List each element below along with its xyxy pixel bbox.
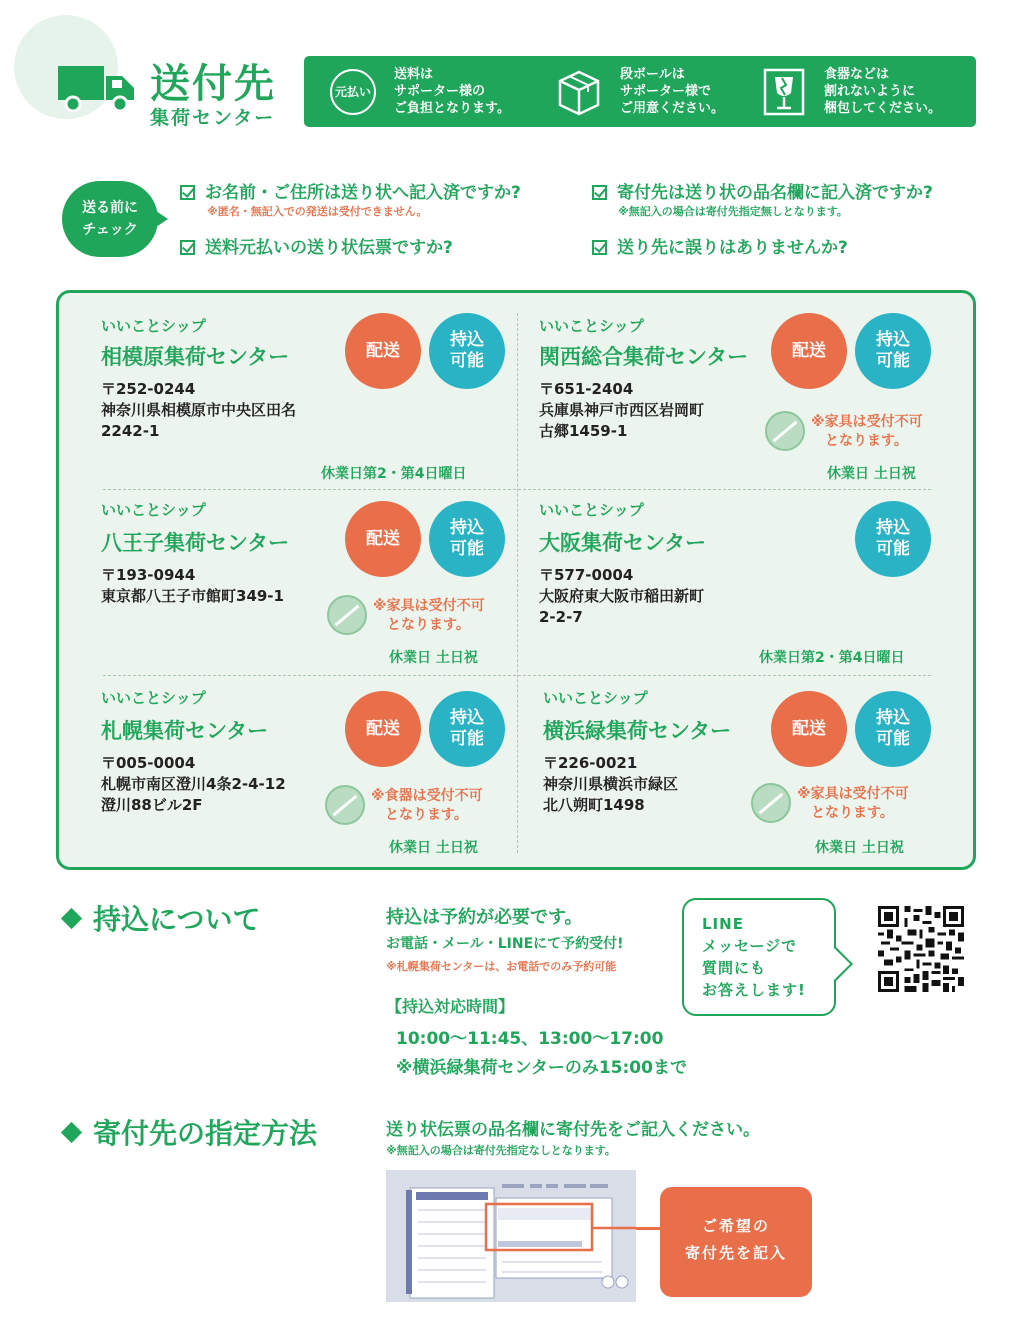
panel-divider — [517, 313, 518, 853]
center-tag: いいことシップ — [543, 689, 648, 707]
checkbox-icon — [592, 185, 607, 200]
center-holiday: 休業日 土日祝 — [827, 466, 916, 482]
bring-in-badge — [429, 691, 505, 767]
section-title-text: 持込について — [93, 903, 261, 936]
center-addr-line: 兵庫県神戸市西区岩岡町 — [539, 401, 705, 419]
center-holiday: 休業日 土日祝 — [389, 650, 478, 666]
bring-in-text: 持込 — [450, 708, 484, 728]
center-address — [101, 565, 284, 607]
check-item — [180, 233, 453, 258]
check-note: ※無記入の場合は寄付先指定無しとなります。 — [618, 205, 848, 218]
donation-note: ※無記入の場合は寄付先指定なしとなります。 — [386, 1144, 616, 1157]
checkbox-icon — [592, 240, 607, 255]
bring-in-text: 持込 — [876, 518, 910, 538]
band-text: ご負担となります。 — [394, 101, 510, 116]
band-text: 送料は — [394, 67, 434, 82]
center-addr-line: 古郷1459-1 — [539, 422, 628, 440]
bring-in-badge — [855, 313, 931, 389]
panel-divider — [103, 489, 931, 490]
qr-code-icon[interactable] — [878, 906, 964, 992]
center-name: 札幌集荷センター — [101, 719, 269, 743]
bring-in-badge — [429, 313, 505, 389]
no-furniture-icon — [765, 411, 805, 451]
donation-lead: 送り状伝票の品名欄に寄付先をご記入ください。 — [386, 1120, 760, 1140]
page-subtitle: 集荷センター — [150, 107, 276, 129]
check-badge-line: 送る前に — [82, 200, 138, 216]
check-text: お名前・ご住所は送り状へ記入済ですか? — [205, 183, 521, 203]
bring-in-text: 持込 — [876, 708, 910, 728]
check-item — [592, 178, 933, 203]
center-warning — [373, 597, 485, 635]
hours-note: ※横浜緑集荷センターのみ15:00まで — [396, 1058, 687, 1078]
line-bubble — [682, 898, 836, 1016]
no-furniture-icon — [751, 783, 791, 823]
center-warning — [797, 785, 909, 823]
bring-in-badge — [855, 501, 931, 577]
callout-connector — [636, 1227, 660, 1230]
callout-line: ご希望の — [701, 1217, 770, 1235]
center-name: 大阪集荷センター — [539, 531, 707, 555]
center-warning — [371, 787, 483, 825]
bring-in-text: 可能 — [450, 351, 484, 371]
center-zip: 〒252-0244 — [101, 380, 196, 398]
check-note: ※匿名・無記入での発送は受付できません。 — [207, 205, 428, 218]
center-name: 横浜緑集荷センター — [543, 719, 732, 743]
check-text: 送料元払いの送り状伝票ですか? — [205, 238, 453, 258]
bring-in-text: 可能 — [876, 729, 910, 749]
band-cardboard — [554, 56, 724, 127]
check-badge — [62, 181, 158, 257]
ship-badge: 配送 — [345, 501, 421, 577]
warning-line: となります。 — [825, 433, 908, 449]
page-title: 送付先 — [150, 61, 276, 107]
no-dishes-icon — [325, 785, 365, 825]
center-addr-line: 東京都八王子市館町349-1 — [101, 587, 284, 605]
center-address — [539, 565, 704, 628]
section-title-text: 寄付先の指定方法 — [93, 1117, 318, 1150]
center-tag: いいことシップ — [539, 501, 644, 519]
check-text: 寄付先は送り状の品名欄に記入済ですか? — [617, 183, 933, 203]
check-text: 送り先に誤りはありませんか? — [617, 238, 848, 258]
center-zip: 〒193-0944 — [101, 566, 196, 584]
donation-callout — [660, 1187, 812, 1297]
checkbox-icon — [180, 185, 195, 200]
fragile-icon — [762, 67, 806, 117]
prepaid-badge: 元払い — [330, 69, 376, 115]
center-tag: いいことシップ — [539, 317, 644, 335]
panel-divider — [103, 675, 931, 676]
ship-badge: 配送 — [345, 313, 421, 389]
center-holiday: 休業日第2・第4日曜日 — [759, 650, 905, 666]
band-fragile — [762, 56, 941, 127]
bring-in-badge — [429, 501, 505, 577]
bringin-lead: 持込は予約が必要です。 — [386, 907, 583, 928]
band-prepaid — [330, 56, 510, 127]
center-holiday: 休業日 土日祝 — [815, 840, 904, 856]
center-holiday: 休業日第2・第4日曜日 — [321, 466, 467, 482]
bring-in-text: 持込 — [450, 330, 484, 350]
band-text: 食器などは — [824, 67, 890, 82]
checkbox-icon — [180, 240, 195, 255]
warning-line: ※家具は受付不可 — [797, 786, 909, 802]
center-zip: 〒651-2404 — [539, 380, 634, 398]
diamond-icon — [61, 1122, 82, 1143]
diamond-icon — [61, 908, 82, 929]
bring-in-text: 可能 — [876, 539, 910, 559]
center-name: 八王子集荷センター — [101, 531, 290, 555]
center-addr-line: 神奈川県横浜市緑区 — [543, 775, 679, 793]
band-text: 段ボールは — [620, 67, 685, 82]
center-warning — [811, 413, 923, 451]
hours-label: 【持込対応時間】 — [386, 997, 515, 1016]
center-addr-line: 北八朔町1498 — [543, 796, 645, 814]
bring-in-text: 持込 — [876, 330, 910, 350]
band-text: ご用意ください。 — [620, 101, 725, 116]
truck-icon — [58, 66, 136, 112]
ship-badge: 配送 — [771, 691, 847, 767]
center-address — [543, 753, 678, 816]
center-addr-line: 2242-1 — [101, 422, 160, 440]
check-item — [180, 178, 521, 203]
bringin-sub: お電話・メール・LINEにて予約受付! — [386, 936, 624, 952]
band-text: 割れないように — [824, 84, 916, 99]
bringin-section-title — [64, 898, 260, 938]
bring-in-text: 可能 — [450, 539, 484, 559]
waybill-illustration — [386, 1170, 636, 1302]
bring-in-text: 持込 — [450, 518, 484, 538]
center-address — [101, 753, 286, 816]
line-bubble-text: お答えします! — [702, 981, 806, 999]
line-bubble-text: メッセージで — [702, 937, 798, 955]
center-addr-line: 神奈川県相模原市中央区田名 — [101, 401, 297, 419]
shipping-info-band — [304, 56, 976, 127]
center-addr-line: 札幌市南区澄川4条2-4-12 — [101, 775, 286, 793]
ship-badge: 配送 — [345, 691, 421, 767]
line-bubble-text: 質問にも — [702, 959, 767, 977]
donation-section-title — [64, 1112, 317, 1152]
band-text: 梱包してください。 — [824, 101, 942, 116]
center-addr-line: 澄川88ビル2F — [101, 796, 203, 814]
center-zip: 〒226-0021 — [543, 754, 638, 772]
center-zip: 〒005-0004 — [101, 754, 196, 772]
warning-line: となります。 — [811, 805, 894, 821]
center-tag: いいことシップ — [101, 501, 206, 519]
bring-in-badge — [855, 691, 931, 767]
no-furniture-icon — [327, 595, 367, 635]
callout-line: 寄付先を記入 — [684, 1244, 787, 1262]
center-name: 相模原集荷センター — [101, 345, 290, 369]
bring-in-text: 可能 — [876, 351, 910, 371]
hours-value: 10:00～11:45、13:00～17:00 — [396, 1029, 664, 1049]
warning-line: ※家具は受付不可 — [373, 598, 485, 614]
warning-line: ※食器は受付不可 — [371, 788, 483, 804]
center-address — [539, 379, 704, 442]
box-icon — [554, 67, 604, 117]
check-item — [592, 233, 848, 258]
ship-badge: 配送 — [771, 313, 847, 389]
center-name: 関西総合集荷センター — [539, 345, 749, 369]
center-tag: いいことシップ — [101, 689, 206, 707]
bringin-note: ※札幌集荷センターは、お電話でのみ予約可能 — [386, 960, 617, 973]
center-addr-line: 大阪府東大阪市稲田新町 — [539, 587, 705, 605]
centers-panel — [56, 290, 976, 870]
center-holiday: 休業日 土日祝 — [389, 840, 478, 856]
center-addr-line: 2-2-7 — [539, 608, 583, 626]
bring-in-text: 可能 — [450, 729, 484, 749]
band-text: サポーター様の — [394, 84, 486, 99]
center-zip: 〒577-0004 — [539, 566, 634, 584]
band-text: サポーター様で — [620, 84, 712, 99]
center-tag: いいことシップ — [101, 317, 206, 335]
center-address — [101, 379, 296, 442]
check-badge-line: チェック — [82, 222, 138, 238]
warning-line: となります。 — [385, 807, 468, 823]
warning-line: ※家具は受付不可 — [811, 414, 923, 430]
line-bubble-text: LINE — [702, 915, 744, 933]
warning-line: となります。 — [387, 617, 470, 633]
